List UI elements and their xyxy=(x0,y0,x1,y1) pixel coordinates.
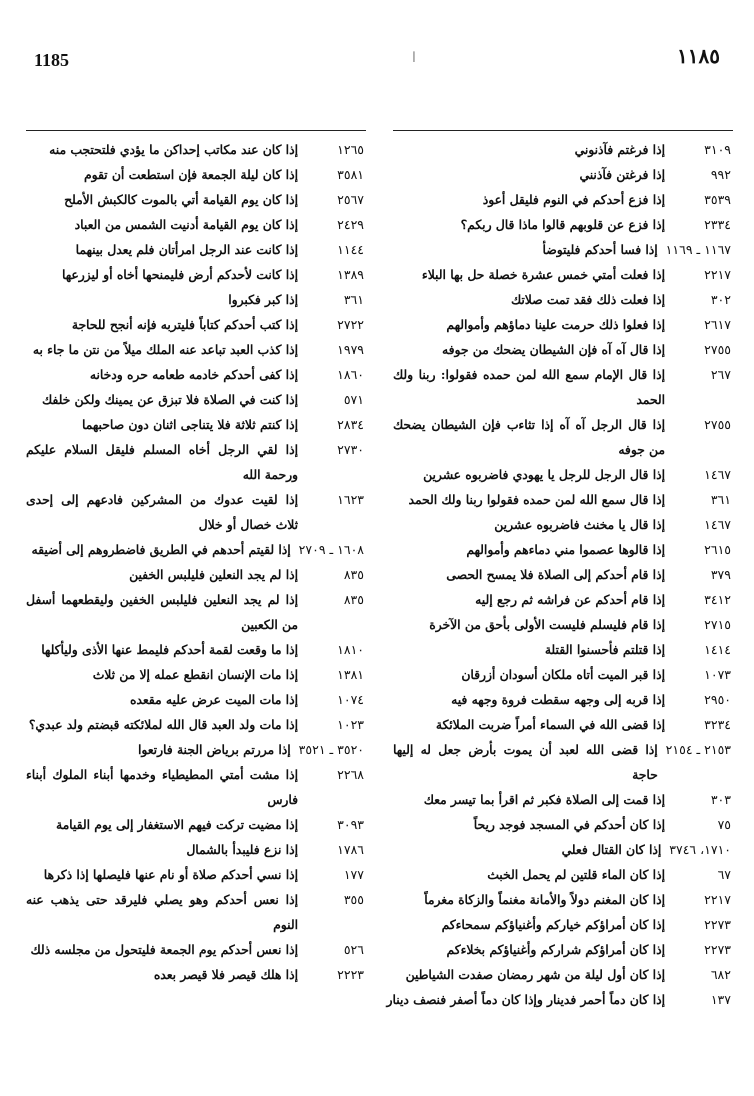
entry-hadith-text: إذا كتب أحدكم كتاباً فليتربه فإنه أنجح للحاجة xyxy=(71,317,298,332)
entry-hadith-number: ١٣٨١ xyxy=(337,667,364,682)
entry-hadith-text: إذا ما وقعت لقمة أحدكم فليمط عنها الأذى وليأكلها xyxy=(41,642,298,657)
entry-hadith-text: إذا قبر الميت أتاه ملكان أسودان أزرقان xyxy=(461,667,665,682)
index-entry xyxy=(26,212,366,237)
index-entry xyxy=(26,837,366,862)
entry-hadith-text: إذا لم يجد النعلين فليلبس الخفين وليقطعهما أسفل من الكعبين xyxy=(26,592,298,632)
index-entry xyxy=(26,287,366,312)
index-entry xyxy=(386,987,733,1012)
entry-hadith-text: إذا فزع عن قلوبهم قالوا ماذا قال ربكم؟ xyxy=(460,217,665,232)
index-entry xyxy=(393,687,733,712)
entry-hadith-text: إذا مات ولد العبد قال الله لملائكته قبضتم ولد عبدي؟ xyxy=(28,717,298,732)
index-entry xyxy=(393,312,733,337)
entry-hadith-text: إذا قمت إلى الصلاة فكبر ثم اقرأ بما تيسر معك xyxy=(423,792,665,807)
entry-hadith-text: إذا نزع فليبدأ بالشمال xyxy=(186,842,298,857)
index-entry xyxy=(393,737,733,787)
entry-hadith-number: ٦٧ xyxy=(717,867,731,882)
entry-hadith-text: إذا كانت عند الرجل امرأتان فلم يعدل بينهما xyxy=(75,242,298,257)
entry-hadith-number: ١٣٧ xyxy=(710,992,731,1007)
index-entry xyxy=(26,537,366,562)
entry-hadith-number: ١٦٢٣ xyxy=(337,492,364,507)
entry-hadith-number: ٣٠٣ xyxy=(710,792,731,807)
index-entry xyxy=(393,512,733,537)
index-entry xyxy=(26,337,366,362)
entry-hadith-text: إذا كان القتال فعلي xyxy=(561,842,662,857)
index-entry xyxy=(26,562,366,587)
entry-hadith-text: إذا لقي الرجل أخاه المسلم فليقل السلام عليكم ورحمة الله xyxy=(26,442,298,482)
page-header xyxy=(34,44,720,78)
index-entry xyxy=(393,637,733,662)
entry-hadith-text: إذا قال آه آه فإن الشيطان يضحك من جوفه xyxy=(442,342,665,357)
index-entry xyxy=(26,887,366,937)
entry-hadith-number: ٢٢٦٨ xyxy=(337,767,364,782)
index-entry xyxy=(393,212,733,237)
entry-hadith-number: ١٠٧٤ xyxy=(337,692,364,707)
entry-hadith-number: ٢٨٣٤ xyxy=(337,417,364,432)
entry-hadith-text: إذا كانت لأحدكم أرض فليمنحها أخاه أو ليزرعها xyxy=(61,267,298,282)
entry-hadith-text: إذا قال الإمام سمع الله لمن حمده فقولوا: ربنا ولك الحمد xyxy=(393,367,665,407)
index-column-right xyxy=(386,130,733,1080)
index-entry xyxy=(393,162,733,187)
entry-hadith-number: ٢٧٢٢ xyxy=(337,317,364,332)
entry-hadith-text: إذا فعلت ذلك فقد تمت صلاتك xyxy=(511,292,665,307)
index-entry xyxy=(26,437,366,487)
index-entry xyxy=(26,862,366,887)
index-entry xyxy=(393,812,733,837)
entry-hadith-number: ٢١٥٣ ـ ٢١٥٤ xyxy=(665,742,731,757)
entry-hadith-text: إذا قتلتم فأحسنوا القتلة xyxy=(544,642,665,657)
entry-hadith-text: إذا قربه إلى وجهه سقطت فروة وجهه فيه xyxy=(451,692,665,707)
entry-hadith-text: إذا كان يوم القيامة أدنيت الشمس من العباد xyxy=(74,217,298,232)
index-entry xyxy=(26,237,366,262)
entry-hadith-number: ٢٢٧٣ xyxy=(704,917,731,932)
entry-hadith-number: ٧٥ xyxy=(717,817,731,832)
entry-hadith-text: إذا كنت في الصلاة فلا تبزق عن يمينك ولكن خلفك xyxy=(42,392,298,407)
index-column-left xyxy=(26,130,366,1080)
index-entry xyxy=(393,862,733,887)
entry-hadith-text: إذا كان أمراؤكم شراركم وأغنياؤكم بخلاءكم xyxy=(446,942,665,957)
entry-hadith-number: ٥٧١ xyxy=(343,392,364,407)
entry-hadith-number: ٢٦٧ xyxy=(710,367,731,382)
entry-hadith-number: ١٩٧٩ xyxy=(337,342,364,357)
index-entry xyxy=(26,662,366,687)
entry-hadith-text: إذا كفى أحدكم خادمه طعامه حره ودخانه xyxy=(89,367,298,382)
entry-hadith-text: إذا لقيت عدوك من المشركين فادعهم إلى إحدى ثلاث خصال أو خلال xyxy=(26,492,298,532)
index-columns xyxy=(26,130,733,1080)
entry-hadith-text: إذا مشت أمتي المطيطياء وخدمها أبناء الملوك أبناء فارس xyxy=(26,767,298,807)
entry-hadith-text: إذا كذب العبد تباعد عنه الملك ميلاً من نتن ما جاء به xyxy=(32,342,298,357)
entry-hadith-number: ١٠٧٣ xyxy=(704,667,731,682)
index-entry xyxy=(393,287,733,312)
index-entry xyxy=(393,262,733,287)
entry-hadith-text: إذا قام فليسلم فليست الأولى بأحق من الآخرة xyxy=(429,617,665,632)
index-entry xyxy=(26,262,366,287)
entry-hadith-number: ١٨١٠ xyxy=(337,642,364,657)
index-entry xyxy=(26,587,366,637)
entry-hadith-text: إذا فرغتم فآذنوني xyxy=(574,142,665,157)
entry-hadith-number: ٣٦١ xyxy=(710,492,731,507)
index-entry xyxy=(393,412,733,462)
index-entry xyxy=(26,387,366,412)
entry-hadith-text: إذا قال الرجل آه آه إذا تثاءب فإن الشيطان يضحك من جوفه xyxy=(393,417,665,457)
index-entry xyxy=(393,537,733,562)
entry-hadith-text: إذا قال سمع الله لمن حمده فقولوا ربنا ولك الحمد xyxy=(408,492,665,507)
index-entry xyxy=(393,237,733,262)
index-entry xyxy=(393,337,733,362)
entry-hadith-text: إذا كان عند مكاتب إحداكن ما يؤدي فلتحتجب منه xyxy=(49,142,298,157)
entry-hadith-number: ٨٣٥ xyxy=(343,567,364,582)
page-number-arabic: ١١٨٥ xyxy=(677,44,720,68)
entry-hadith-text: إذا فزع أحدكم في النوم فليقل أعوذ xyxy=(482,192,665,207)
index-entry xyxy=(26,412,366,437)
index-entry xyxy=(393,887,733,912)
index-entry xyxy=(26,162,366,187)
entry-hadith-number: ٩٩٢ xyxy=(710,167,731,182)
index-entry xyxy=(393,937,733,962)
entry-hadith-number: ٣٥٥ xyxy=(343,892,364,907)
entry-hadith-number: ٢٢١٧ xyxy=(704,267,731,282)
entry-hadith-number: ١٤٦٧ xyxy=(704,467,731,482)
entry-hadith-text: إذا نعس أحدكم وهو يصلي فليرقد حتى يذهب عنه النوم xyxy=(26,892,298,932)
entry-hadith-number: ٢٥٦٧ xyxy=(337,192,364,207)
entry-hadith-number: ١٤١٤ xyxy=(704,642,731,657)
entry-hadith-text: إذا فعلت أمتي خمس عشرة خصلة حل بها البلاء xyxy=(421,267,665,282)
entry-hadith-number: ٢٧٥٥ xyxy=(704,342,731,357)
entry-hadith-number: ١٠٢٣ xyxy=(337,717,364,732)
index-entry xyxy=(393,837,733,862)
entry-hadith-number: ١٧٨٦ xyxy=(337,842,364,857)
index-entry xyxy=(393,487,733,512)
entry-hadith-text: إذا قال يا مخنث فاضربوه عشرين xyxy=(494,517,665,532)
entry-hadith-number: ٣٦١ xyxy=(343,292,364,307)
entry-hadith-text: إذا فسا أحدكم فليتوضأ xyxy=(542,242,658,257)
index-entry xyxy=(393,362,733,412)
index-entry xyxy=(26,687,366,712)
entry-hadith-number: ١٣٨٩ xyxy=(337,267,364,282)
index-entry xyxy=(393,787,733,812)
entry-hadith-text: إذا كان أحدكم في المسجد فوجد ريحاً xyxy=(473,817,665,832)
entry-hadith-text: إذا كان ليلة الجمعة فإن استطعت أن تقوم xyxy=(83,167,298,182)
entry-hadith-number: ٣٥٢٠ ـ ٣٥٢١ xyxy=(298,742,364,757)
entry-hadith-number: ٣٥٨١ xyxy=(337,167,364,182)
entry-hadith-number: ٢٧٣٠ xyxy=(337,442,364,457)
entry-hadith-number: ٢٢١٧ xyxy=(704,892,731,907)
entry-hadith-number: ٣٢٣٤ xyxy=(704,717,731,732)
entry-hadith-number: ٣١٠٩ xyxy=(704,142,731,157)
entry-hadith-number: ٢٧١٥ xyxy=(704,617,731,632)
entry-hadith-text: إذا قال الرجل للرجل يا يهودي فاضربوه عشرين xyxy=(423,467,665,482)
entry-hadith-text: إذا قضى الله في السماء أمراً ضربت الملائكة xyxy=(435,717,665,732)
entry-hadith-text: إذا فرغتن فآذنني xyxy=(579,167,665,182)
index-entry xyxy=(393,662,733,687)
entry-hadith-number: ١٧٧ xyxy=(343,867,364,882)
entry-hadith-number: ٢٢٢٣ xyxy=(337,967,364,982)
entry-hadith-number: ١٦٠٨ ـ ٢٧٠٩ xyxy=(298,542,364,557)
entry-hadith-text: إذا مضيت تركت فيهم الاستغفار إلى يوم القيامة xyxy=(56,817,298,832)
entry-hadith-number: ١١٤٤ xyxy=(337,242,364,257)
entry-hadith-number: ٢٣٣٤ xyxy=(704,217,731,232)
index-entry xyxy=(26,962,366,987)
entry-hadith-text: إذا كان أول ليلة من شهر رمضان صفدت الشياطين xyxy=(405,967,665,982)
index-entry xyxy=(393,587,733,612)
entry-hadith-text: إذا كان المغنم دولاً والأمانة مغنماً والزكاة مغرماً xyxy=(424,892,665,907)
entry-hadith-text: إذا قالوها عصموا مني دماءهم وأموالهم xyxy=(466,542,665,557)
index-entry xyxy=(393,462,733,487)
index-entry xyxy=(26,937,366,962)
entry-hadith-text: إذا كان يوم القيامة أتي بالموت كالكبش الأملح xyxy=(64,192,298,207)
entry-hadith-number: ٣٠٢ xyxy=(710,292,731,307)
entry-hadith-text: إذا مات الميت عرض عليه مقعده xyxy=(129,692,298,707)
entry-hadith-number: ٣٠٩٣ xyxy=(337,817,364,832)
entry-hadith-text: إذا كبر فكبروا xyxy=(228,292,298,307)
index-entry xyxy=(393,187,733,212)
entry-hadith-text: إذا كنتم ثلاثة فلا يتناجى اثنان دون صاحبهما xyxy=(82,417,298,432)
entry-hadith-number: ١٤٦٧ xyxy=(704,517,731,532)
index-entry xyxy=(393,137,733,162)
index-entry xyxy=(26,187,366,212)
entry-hadith-text: إذا كان الماء قلتين لم يحمل الخبث xyxy=(487,867,665,882)
entry-hadith-text: إذا قام أحدكم عن فراشه ثم رجع إليه xyxy=(475,592,665,607)
index-entry xyxy=(393,562,733,587)
entry-hadith-number: ١٨٦٠ xyxy=(337,367,364,382)
entry-hadith-text: إذا نسي أحدكم صلاة أو نام عنها فليصلها إذا ذكرها xyxy=(43,867,298,882)
entry-hadith-text: إذا لم يجد النعلين فليلبس الخفين xyxy=(129,567,298,582)
entry-hadith-text: إذا نعس أحدكم يوم الجمعة فليتحول من مجلسه ذلك xyxy=(30,942,298,957)
header-mark: ا xyxy=(412,50,416,66)
entry-hadith-text: إذا فعلوا ذلك حرمت علينا دماؤهم وأموالهم xyxy=(446,317,665,332)
entry-hadith-number: ٣٧٩ xyxy=(710,567,731,582)
index-entry xyxy=(26,812,366,837)
index-entry xyxy=(26,137,366,162)
index-entry xyxy=(26,712,366,737)
index-entry xyxy=(393,712,733,737)
entry-hadith-number: ٨٣٥ xyxy=(343,592,364,607)
entry-hadith-text: إذا لقيتم أحدهم في الطريق فاضطروهم إلى أضيقه xyxy=(31,542,291,557)
entry-hadith-text: إذا كان دماً أحمر فدينار وإذا كان دماً أصفر فنصف دينار xyxy=(386,992,665,1007)
entry-hadith-number: ٢٢٧٣ xyxy=(704,942,731,957)
index-entry xyxy=(26,487,366,537)
entry-hadith-text: إذا مررتم برياض الجنة فارتعوا xyxy=(137,742,291,757)
index-entry xyxy=(26,737,366,762)
entry-hadith-number: ١١٦٧ ـ ١١٦٩ xyxy=(665,242,731,257)
index-entry xyxy=(26,362,366,387)
page-number-latin: 1185 xyxy=(34,50,70,70)
index-entry xyxy=(393,912,733,937)
entry-hadith-text: إذا قضى الله لعبد أن يموت بأرض جعل له إليها حاجة xyxy=(393,742,658,782)
entry-hadith-number: ٣٥٣٩ xyxy=(704,192,731,207)
entry-hadith-number: ٦٨٢ xyxy=(710,967,731,982)
entry-hadith-number: ٢٧٥٥ xyxy=(704,417,731,432)
entry-hadith-number: ٣٤١٢ xyxy=(704,592,731,607)
entry-hadith-number: ١٢٦٥ xyxy=(337,142,364,157)
index-entry xyxy=(26,762,366,812)
entry-hadith-text: إذا مات الإنسان انقطع عمله إلا من ثلاث xyxy=(92,667,298,682)
entry-hadith-number: ٥٢٦ xyxy=(343,942,364,957)
index-entry xyxy=(26,637,366,662)
entry-hadith-number: ٢٤٢٩ xyxy=(337,217,364,232)
entry-hadith-number: ٢٦١٧ xyxy=(704,317,731,332)
entry-hadith-number: ٢٩٥٠ xyxy=(704,692,731,707)
index-entry xyxy=(393,612,733,637)
entry-hadith-text: إذا كان أمراؤكم خياركم وأغنياؤكم سمحاءكم xyxy=(441,917,665,932)
index-entry xyxy=(26,312,366,337)
entry-hadith-text: إذا قام أحدكم إلى الصلاة فلا يمسح الحصى xyxy=(446,567,665,582)
entry-hadith-number: ١٧١٠، ٣٧٤٦ xyxy=(669,842,731,857)
entry-hadith-number: ٢٦١٥ xyxy=(704,542,731,557)
index-entry xyxy=(393,962,733,987)
entry-hadith-text: إذا هلك قيصر فلا قيصر بعده xyxy=(153,967,298,982)
